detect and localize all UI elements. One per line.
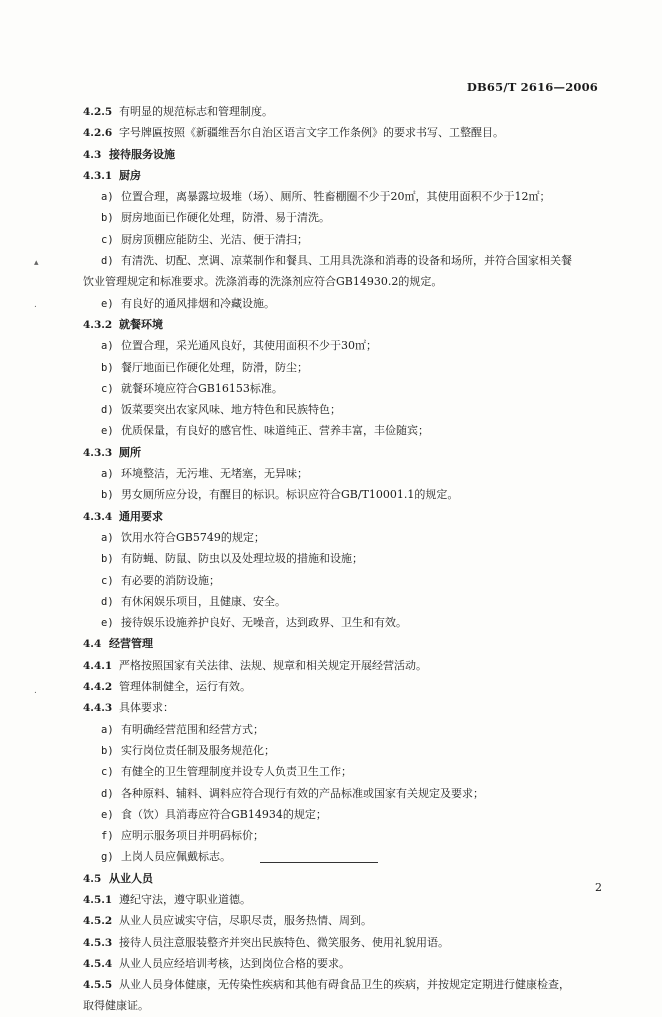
continuation-line	[83, 995, 611, 1016]
list-item-label: e)	[101, 297, 114, 310]
list-item	[83, 846, 611, 867]
list-item	[83, 527, 611, 548]
list-item	[83, 591, 611, 612]
list-item-text: 就餐环境应符合GB16153标准。	[121, 381, 283, 395]
list-item-label: b)	[101, 744, 114, 757]
list-item-text: 优质保量，有良好的感官性、味道纯正、营养丰富，丰俭随宾；	[121, 424, 429, 438]
clause-text: 从业人员身体健康，无传染性疾病和其他有碍食品卫生的疾病，并按规定定期进行健康检查，	[119, 978, 570, 992]
section-heading	[83, 144, 611, 165]
list-item-label: c)	[101, 766, 114, 779]
clause-text: 从业人员应诚实守信，尽职尽责，服务热情、周到。	[119, 914, 372, 928]
clause-number: 4.5.1	[83, 893, 113, 906]
clause-text: 有明显的规范标志和管理制度。	[119, 105, 273, 118]
list-item-label: g)	[101, 851, 114, 864]
list-item-text: 厨房顶棚应能防尘、光洁、便于清扫；	[121, 232, 308, 246]
list-item	[83, 484, 611, 505]
list-item-text: 有明确经营范围和经营方式；	[121, 722, 264, 736]
list-item-text: 位置合理，采光通风良好，其使用面积不少于30㎡；	[121, 339, 377, 353]
clause	[83, 953, 611, 974]
clause	[83, 122, 611, 143]
clause-text: 通用要求	[119, 509, 163, 523]
clause	[83, 974, 611, 995]
list-item-text: 饮用水符合GB5749的规定；	[121, 530, 265, 544]
clause-text: 从业人员应经培训考核，达到岗位合格的要求。	[119, 956, 350, 970]
list-item-label: c)	[101, 382, 114, 395]
list-item-text: 厨房地面已作硬化处理，防滑、易于清洗。	[121, 211, 330, 225]
list-item	[83, 825, 611, 846]
continuation-text: 饮业管理规定和标准要求。洗涤消毒的洗涤剂应符合GB14930.2的规定。	[83, 275, 443, 289]
list-item	[83, 548, 611, 569]
list-item	[83, 207, 611, 228]
list-item-text: 有休闲娱乐项目，且健康、安全。	[121, 594, 286, 608]
section-heading	[83, 633, 611, 654]
list-item-label: c)	[101, 574, 114, 587]
list-item-text: 有防蝇、防鼠、防虫以及处理垃圾的措施和设施；	[121, 552, 363, 566]
clause	[83, 889, 611, 910]
scan-mark: .	[34, 686, 37, 696]
section-heading	[83, 314, 611, 335]
list-item-text: 餐厅地面已作硬化处理，防滑，防尘；	[121, 360, 308, 374]
clause-number: 4.5.5	[83, 979, 113, 992]
clause-text: 具体要求：	[119, 701, 174, 715]
clause-number: 4.3.4	[83, 510, 113, 523]
document-code: DB65/T 2616—2006	[466, 80, 598, 94]
list-item-label: e)	[101, 617, 114, 630]
continuation-text: 取得健康证。	[83, 999, 149, 1013]
clause-number: 4.3.2	[83, 318, 113, 331]
clause-number: 4.4.1	[83, 659, 113, 672]
clause	[83, 932, 611, 953]
clause-text: 管理体制健全，运行有效。	[119, 680, 251, 694]
list-item	[83, 399, 611, 420]
list-item-label: a)	[101, 468, 114, 481]
end-rule	[260, 862, 378, 863]
list-item	[83, 378, 611, 399]
clause-text: 从业人员	[109, 871, 153, 885]
list-item	[83, 463, 611, 484]
list-item	[83, 229, 611, 250]
list-item-text: 上岗人员应佩戴标志。	[121, 850, 231, 864]
list-item-label: a)	[101, 191, 114, 204]
list-item	[83, 740, 611, 761]
list-item	[83, 612, 611, 633]
list-item-text: 实行岗位责任制及服务规范化；	[121, 743, 275, 757]
clause	[83, 655, 611, 676]
continuation-line	[83, 271, 611, 292]
list-item-text: 饭菜要突出农家风味、地方特色和民族特色；	[121, 403, 341, 417]
list-item	[83, 335, 611, 356]
page-number: 2	[595, 881, 602, 894]
list-item-text: 有良好的通风排烟和冷藏设施。	[121, 296, 275, 310]
list-item-text: 各种原料、辅料、调料应符合现行有效的产品标准或国家有关规定及要求；	[121, 786, 484, 800]
list-item-label: e)	[101, 808, 114, 821]
list-item	[83, 761, 611, 782]
list-item-text: 有健全的卫生管理制度并设专人负责卫生工作；	[121, 765, 352, 779]
clause-text: 遵纪守法，遵守职业道德。	[119, 892, 251, 906]
clause-text: 字号牌匾按照《新疆维吾尔自治区语言文字工作条例》的要求书写、工整醒目。	[119, 126, 504, 140]
list-item	[83, 293, 611, 314]
list-item	[83, 783, 611, 804]
section-heading	[83, 442, 611, 463]
clause-number: 4.5.3	[83, 936, 113, 949]
list-item-text: 男女厕所应分设，有醒目的标识。标识应符合GB/T10001.1的规定。	[121, 488, 459, 502]
clause-text: 经营管理	[109, 637, 153, 651]
list-item-label: b)	[101, 489, 114, 502]
clause-text: 接待服务设施	[109, 147, 175, 161]
list-item-text: 有清洗、切配、烹调、凉菜制作和餐具、工用具洗涤和消毒的设备和场所，并符合国家相关餐	[121, 254, 572, 268]
clause-number: 4.5.4	[83, 957, 113, 970]
list-item-label: a)	[101, 531, 114, 544]
list-item	[83, 804, 611, 825]
list-item-label: d)	[101, 787, 114, 800]
list-item-text: 环境整洁，无污堆、无堵塞，无异味；	[121, 467, 308, 481]
clause-number: 4.4	[83, 638, 102, 651]
clause-text: 就餐环境	[119, 317, 163, 331]
section-heading	[83, 506, 611, 527]
list-item-label: d)	[101, 404, 114, 417]
list-item	[83, 570, 611, 591]
list-item	[83, 420, 611, 441]
clause-text: 严格按照国家有关法律、法规、规章和相关规定开展经营活动。	[119, 658, 427, 672]
list-item	[83, 719, 611, 740]
clause-number: 4.4.3	[83, 702, 113, 715]
list-item-label: a)	[101, 340, 114, 353]
scan-mark: ▴	[34, 258, 39, 268]
clause-number: 4.3	[83, 148, 102, 161]
list-item	[83, 186, 611, 207]
list-item-label: b)	[101, 361, 114, 374]
clause	[83, 910, 611, 931]
clause	[83, 697, 611, 718]
clause	[83, 676, 611, 697]
clause-number: 4.5.2	[83, 915, 113, 928]
list-item-label: a)	[101, 723, 114, 736]
list-item-text: 应明示服务项目并明码标价；	[121, 829, 264, 843]
clause-number: 4.4.2	[83, 681, 113, 694]
clause-number: 4.5	[83, 872, 102, 885]
list-item-text: 接待娱乐设施养护良好、无噪音，达到政界、卫生和有效。	[121, 616, 407, 630]
list-item-label: d)	[101, 595, 114, 608]
section-heading	[83, 165, 611, 186]
list-item-text: 位置合理，离暴露垃圾堆（场）、厕所、牲畜棚圈不少于20㎡，其使用面积不少于12㎡；	[121, 190, 551, 204]
list-item	[83, 250, 611, 271]
clause-text: 接待人员注意服装整齐并突出民族特色、微笑服务、使用礼貌用语。	[119, 935, 449, 949]
clause	[83, 101, 611, 122]
list-item-label: e)	[101, 425, 114, 438]
clause-number: 4.2.5	[83, 106, 113, 118]
clause-text: 厨房	[119, 168, 141, 182]
list-item-label: f)	[101, 830, 114, 843]
list-item-text: 有必要的消防设施；	[121, 573, 220, 587]
list-item-label: b)	[101, 553, 114, 566]
clause-number: 4.3.1	[83, 169, 113, 182]
document-body	[83, 101, 611, 1017]
list-item-label: d)	[101, 255, 114, 268]
clause-number: 4.3.3	[83, 446, 113, 459]
list-item-label: c)	[101, 233, 114, 246]
section-heading	[83, 868, 611, 889]
clause-text: 厕所	[119, 445, 141, 459]
clause-number: 4.2.6	[83, 127, 113, 140]
list-item-text: 食（饮）具消毒应符合GB14934的规定；	[121, 807, 327, 821]
list-item	[83, 357, 611, 378]
scan-mark: .	[34, 300, 37, 310]
list-item-label: b)	[101, 212, 114, 225]
